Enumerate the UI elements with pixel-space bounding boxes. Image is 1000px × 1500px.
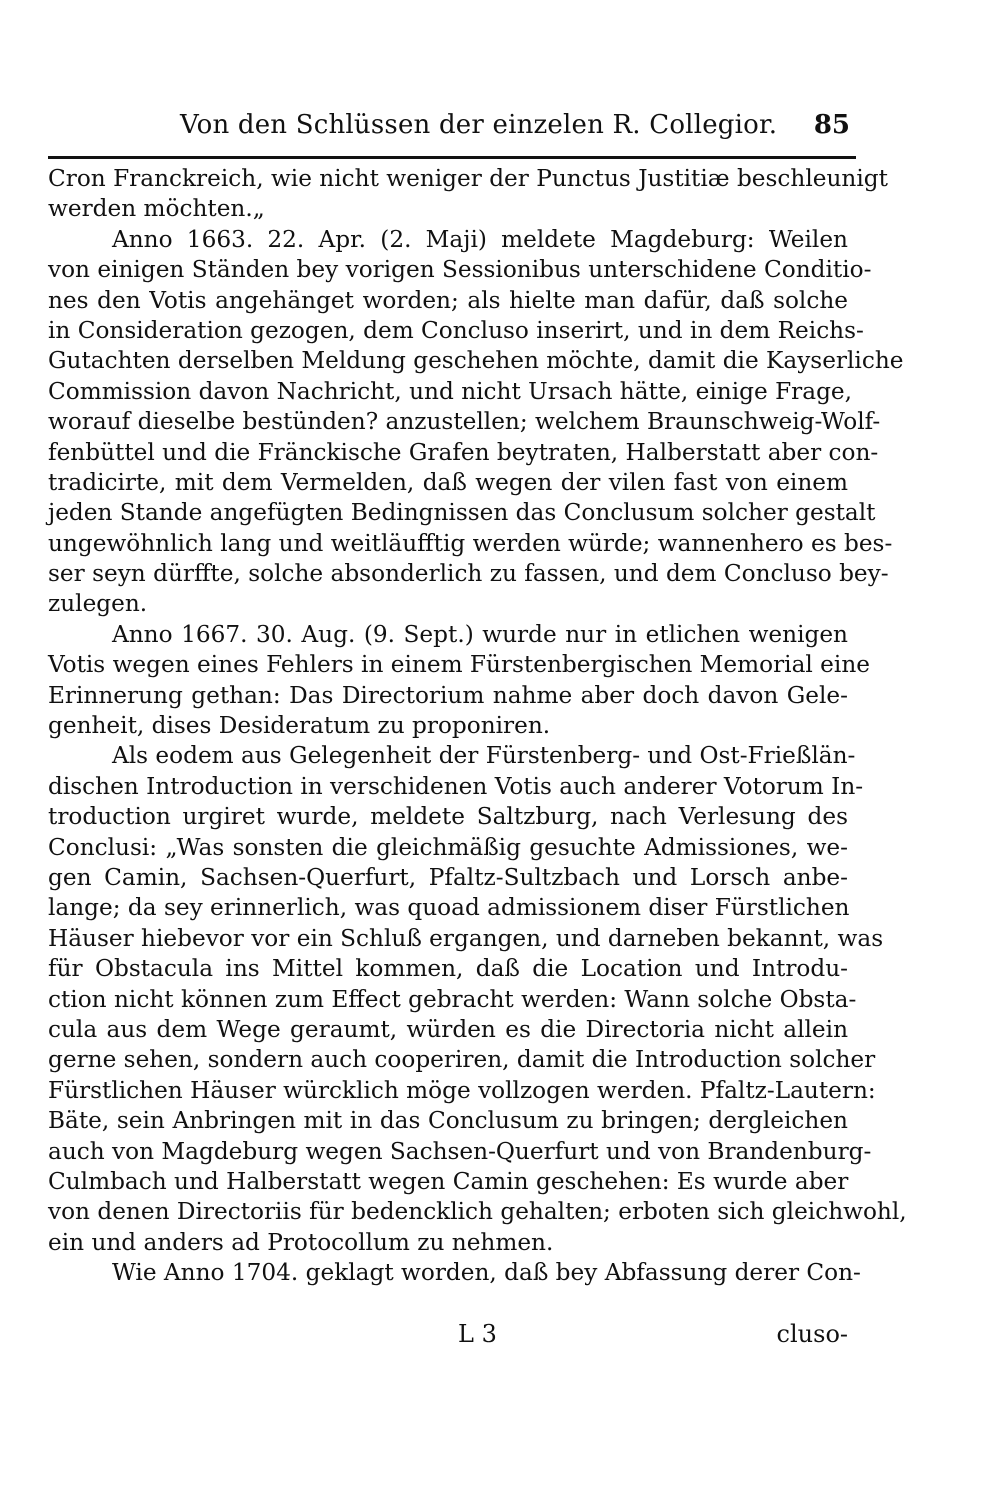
text-line: troduction urgiret wurde, meldete Saltzburg, nach Verlesung des [48,803,848,831]
text-line: werden möchten.„ [48,195,265,223]
text-line: von denen Directoriis für bedencklich gehalten; erboten sich gleichwohl, [48,1198,907,1226]
text-line: worauf dieselbe bestünden? anzustellen; welchem Braunschweig-Wolf- [48,408,881,436]
text-line: fenbüttel und die Fränckische Grafen beytraten, Halberstatt aber con- [48,438,879,466]
text-line: lange; da sey erinnerlich, was quoad admissionem diser Fürstlichen [48,894,850,922]
text-line: Erinnerung gethan: Das Directorium nahme aber doch davon Gele- [48,681,848,709]
text-line: tradicirte, mit dem Vermelden, daß wegen der vilen fast von einem [48,468,848,496]
text-line: Votis wegen eines Fehlers in einem Fürstenbergischen Memorial eine [48,651,870,679]
text-line: in Consideration gezogen, dem Concluso inserirt, und in dem Reichs- [48,316,864,344]
text-line: ser seyn dürffte, solche absonderlich zu fassen, und dem Concluso bey- [48,560,889,588]
text-line: Commission davon Nachricht, und nicht Ursach hätte, einige Frage, [48,377,853,405]
text-line: Häuser hiebevor vor ein Schluß ergangen, und darneben bekannt, was [48,924,884,952]
text-line: ein und anders ad Protocollum zu nehmen. [48,1228,554,1256]
text-line: nes den Votis angehänget worden; als hielte man dafür, daß solche [48,286,848,314]
page-header [50,106,850,150]
text-line: cula aus dem Wege geraumt, würden es die Directoria nicht allein [48,1015,848,1043]
catchword: cluso- [776,1320,848,1348]
text-line: Fürstlichen Häuser würcklich möge vollzogen werden. Pfaltz-Lautern: [48,1076,876,1104]
text-line: Gutachten derselben Meldung geschehen möchte, damit die Kayserliche [48,347,904,375]
text-line: Cron Franckreich, wie nicht weniger der Punctus Justitiæ beschleunigt [48,165,888,192]
text-line: Anno 1667. 30. Aug. (9. Sept.) wurde nur in etlichen wenigen [112,620,848,648]
text-line: ction nicht können zum Effect gebracht werden: Wann solche Obsta- [48,985,857,1013]
running-title: Von den Schlüssen der einzelen R. Collegior. [180,110,778,140]
text-line: von einigen Ständen bey vorigen Sessionibus unterschidene Conditio- [48,256,872,284]
text-line: gen Camin, Sachsen-Querfurt, Pfaltz-Sultzbach und Lorsch anbe- [48,863,848,891]
text-line: für Obstacula ins Mittel kommen, daß die Location und Introdu- [48,955,848,983]
text-line: Wie Anno 1704. geklagt worden, daß bey Abfassung derer Con- [112,1259,861,1287]
text-line: gerne sehen, sondern auch cooperiren, damit die Introduction solcher [48,1046,876,1074]
page-body [48,164,907,1288]
text-line: Als eodem aus Gelegenheit der Fürstenberg- und Ost-Frießlän- [112,742,856,770]
signature-mark: L 3 [458,1320,497,1348]
page-number: 85 [813,110,850,140]
header-rule [48,156,856,159]
text-line: zulegen. [48,590,148,618]
text-line: jeden Stande angefügten Bedingnissen das Conclusum solcher gestalt [48,499,876,527]
text-line: Bäte, sein Anbringen mit in das Conclusum zu bringen; dergleichen [48,1107,848,1135]
text-line: genheit, dises Desideratum zu proponiren. [48,712,551,740]
text-line: Anno 1663. 22. Apr. (2. Maji) meldete Magdeburg: Weilen [112,225,848,253]
text-line: auch von Magdeburg wegen Sachsen-Querfurt und von Brandenburg- [48,1137,872,1165]
page-footer [48,1320,848,1360]
text-line: ungewöhnlich lang und weitläufftig werden würde; wannenhero es bes- [48,529,893,557]
text-line: dischen Introduction in verschidenen Votis auch anderer Votorum In- [48,772,864,800]
text-line: Conclusi: „Was sonsten die gleichmäßig gesuchte Admissiones, we- [48,833,848,861]
text-line: Culmbach und Halberstatt wegen Camin geschehen: Es wurde aber [48,1167,849,1195]
